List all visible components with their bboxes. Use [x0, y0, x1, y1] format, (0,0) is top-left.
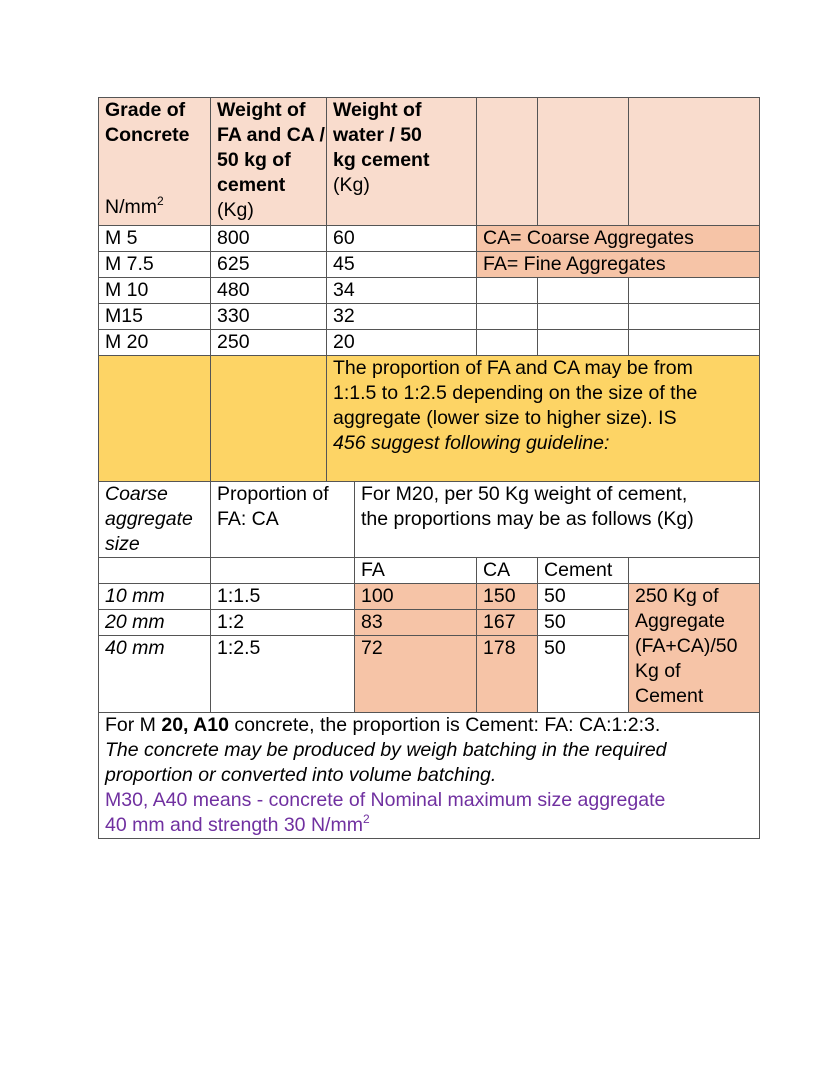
empty-cell — [477, 330, 538, 356]
water-cell: 60 — [327, 226, 477, 252]
empty-header-cell — [477, 98, 538, 226]
ca-cell: 167 — [477, 610, 538, 636]
proportion-header-l1: Proportion of — [217, 483, 329, 505]
grade-cell: M 7.5 — [99, 252, 211, 278]
ca-cell: 150 — [477, 584, 538, 610]
water-cell: 32 — [327, 304, 477, 330]
proportion-note-l4: 456 suggest following guideline: — [333, 432, 610, 454]
footer-notes — [99, 713, 760, 839]
fa-ca-cell: 330 — [211, 304, 327, 330]
fa-cell: 100 — [355, 584, 477, 610]
proportion-note-row — [99, 356, 760, 482]
proportion-note-l2: 1:1.5 to 1:2.5 depending on the size of the — [333, 382, 698, 404]
fa-ca-header-l3: 50 kg of — [217, 149, 291, 171]
proportion-header — [211, 482, 355, 558]
empty-cell — [99, 558, 211, 584]
footer-row — [99, 713, 760, 839]
column-label-row — [99, 558, 760, 584]
water-weight-header — [327, 98, 477, 226]
empty-cell — [629, 304, 760, 330]
empty-cell — [538, 304, 629, 330]
grade-header — [99, 98, 211, 226]
aggregate-size-header — [99, 482, 211, 558]
cement-cell: 50 — [538, 584, 629, 610]
water-header-l2: water / 50 — [333, 124, 422, 146]
ratio-cell: 1:2 — [211, 610, 355, 636]
fa-ca-weight-header — [211, 98, 327, 226]
aggregate-header-row — [99, 482, 760, 558]
water-header-unit: (Kg) — [333, 174, 370, 196]
empty-cell — [629, 278, 760, 304]
grade-header-l2: Concrete — [105, 124, 190, 146]
fa-ca-header-l2: FA and CA / — [217, 124, 325, 146]
water-header-l3: kg cement — [333, 149, 430, 171]
footer-proportion-line: For M 20, A10 concrete, the proportion is Cement: FA: CA:1:2:3. — [105, 714, 661, 736]
empty-cell — [538, 330, 629, 356]
grade-cell: M15 — [99, 304, 211, 330]
grade-cell: M 5 — [99, 226, 211, 252]
m20-header-l2: the proportions may be as follows (Kg) — [361, 508, 694, 530]
aggregate-note-l4: Kg of — [635, 660, 681, 682]
water-cell: 45 — [327, 252, 477, 278]
aggregate-size-header-l2: aggregate — [105, 508, 193, 530]
header-row — [99, 98, 760, 226]
fa-ca-cell: 625 — [211, 252, 327, 278]
aggregate-note-l2: Aggregate — [635, 610, 726, 632]
proportion-header-l2: FA: CA — [217, 508, 279, 530]
footer-batching-l2: proportion or converted into volume batching. — [105, 764, 497, 786]
water-cell: 20 — [327, 330, 477, 356]
ratio-cell: 1:1.5 — [211, 584, 355, 610]
fa-column-label: FA — [355, 558, 477, 584]
aggregate-row — [99, 584, 760, 610]
empty-note-cell — [211, 356, 327, 482]
m20-header-l1: For M20, per 50 Kg weight of cement, — [361, 483, 688, 505]
grade-row — [99, 226, 760, 252]
concrete-mix-table — [98, 97, 760, 839]
grade-row — [99, 304, 760, 330]
water-header-l1: Weight of — [333, 99, 422, 121]
empty-cell — [477, 278, 538, 304]
grade-cell: M 20 — [99, 330, 211, 356]
grade-row — [99, 330, 760, 356]
fa-ca-cell: 250 — [211, 330, 327, 356]
fa-cell: 83 — [355, 610, 477, 636]
footer-nominal-l1: M30, A40 means - concrete of Nominal maximum size aggregate — [105, 789, 666, 811]
cement-cell: 50 — [538, 610, 629, 636]
m20-proportion-header — [355, 482, 760, 558]
aggregate-note-l1: 250 Kg of — [635, 585, 719, 607]
fa-ca-header-unit: (Kg) — [217, 199, 254, 221]
fa-ca-header-l4: cement — [217, 174, 286, 196]
grade-row — [99, 252, 760, 278]
fa-ca-cell: 800 — [211, 226, 327, 252]
aggregate-size-cell: 10 mm — [99, 584, 211, 610]
aggregate-size-cell: 20 mm — [99, 610, 211, 636]
empty-header-cell — [629, 98, 760, 226]
fa-ca-cell: 480 — [211, 278, 327, 304]
grade-unit: $N/mm^2$ — [105, 194, 164, 218]
proportion-note-l3: aggregate (lower size to higher size). IS — [333, 407, 677, 429]
aggregate-size-header-l3: size — [105, 533, 140, 555]
aggregate-size-cell: 40 mm — [99, 636, 211, 713]
cement-cell: 50 — [538, 636, 629, 713]
proportion-note-l1: The proportion of FA and CA may be from — [333, 357, 693, 379]
aggregate-note-l5: Cement — [635, 685, 704, 707]
aggregate-size-header-l1: Coarse — [105, 483, 168, 505]
legend-fa: FA= Fine Aggregates — [477, 252, 760, 278]
empty-cell — [538, 278, 629, 304]
aggregate-note-l3: (FA+CA)/50 — [635, 635, 738, 657]
footer-nominal-l2: 40 mm and strength 30 $N/mm^2$ — [105, 812, 370, 836]
ca-cell: 178 — [477, 636, 538, 713]
empty-note-cell — [99, 356, 211, 482]
legend-ca: CA= Coarse Aggregates — [477, 226, 760, 252]
ca-column-label: CA — [477, 558, 538, 584]
grade-row — [99, 278, 760, 304]
ratio-cell: 1:2.5 — [211, 636, 355, 713]
grade-header-l1: Grade of — [105, 99, 186, 121]
empty-cell — [629, 558, 760, 584]
empty-cell — [477, 304, 538, 330]
water-cell: 34 — [327, 278, 477, 304]
grade-cell: M 10 — [99, 278, 211, 304]
empty-cell — [629, 330, 760, 356]
aggregate-total-note — [629, 584, 760, 713]
empty-cell — [211, 558, 355, 584]
footer-batching-l1: The concrete may be produced by weigh batching in the required — [105, 739, 667, 761]
fa-ca-header-l1: Weight of — [217, 99, 306, 121]
empty-header-cell — [538, 98, 629, 226]
fa-cell: 72 — [355, 636, 477, 713]
proportion-note — [327, 356, 760, 482]
cement-column-label: Cement — [538, 558, 629, 584]
